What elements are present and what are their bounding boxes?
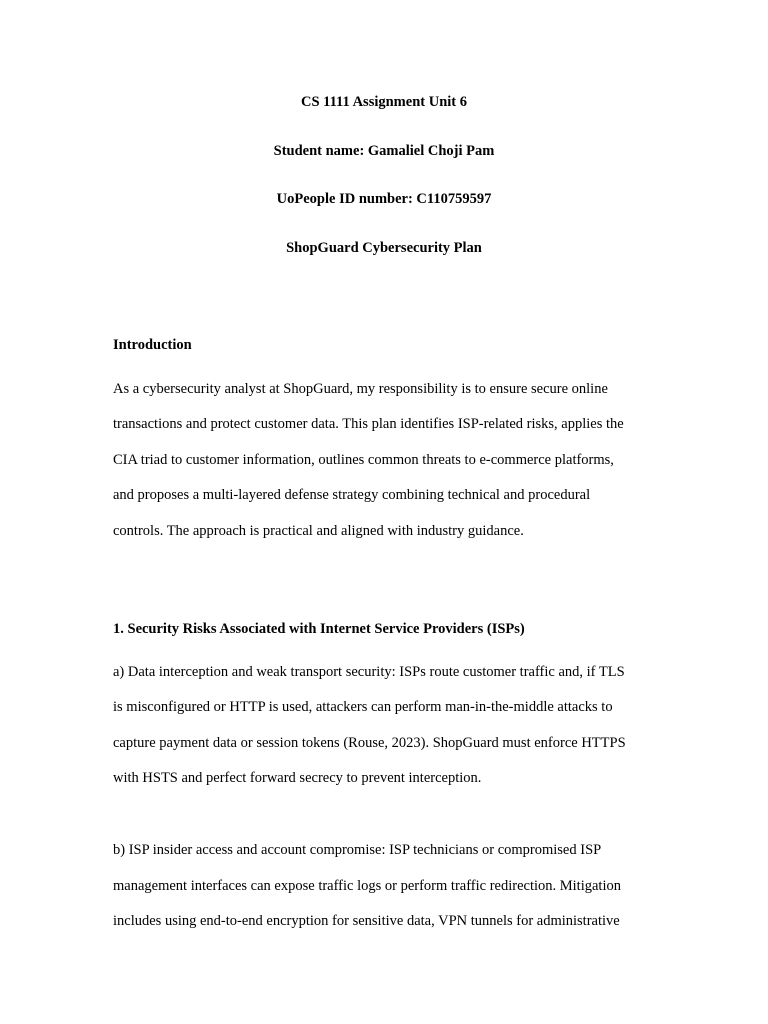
introduction-line: CIA triad to customer information, outlines common threats to e-commerce platforms, bbox=[113, 452, 614, 468]
document-title: ShopGuard Cybersecurity Plan bbox=[286, 240, 482, 256]
para-b-line: b) ISP insider access and account compromise: ISP technicians or compromised ISP bbox=[113, 842, 602, 858]
introduction-line: and proposes a multi-layered defense strategy combining technical and procedural bbox=[113, 487, 591, 503]
introduction-heading: Introduction bbox=[113, 337, 192, 353]
section1-heading: 1. Security Risks Associated with Internet Service Providers (ISPs) bbox=[113, 621, 525, 637]
para-b-line: management interfaces can expose traffic logs or perform traffic redirection. Mitigation bbox=[113, 878, 621, 894]
para-b-line: includes using end-to-end encryption for sensitive data, VPN tunnels for administrative bbox=[113, 913, 620, 929]
student-id: UoPeople ID number: C110759597 bbox=[276, 191, 492, 207]
introduction-line: transactions and protect customer data. This plan identifies ISP-related risks, applies the bbox=[113, 416, 624, 432]
introduction-line: controls. The approach is practical and aligned with industry guidance. bbox=[113, 523, 524, 539]
course-title: CS 1111 Assignment Unit 6 bbox=[301, 94, 467, 110]
student-name: Student name: Gamaliel Choji Pam bbox=[273, 143, 495, 159]
introduction-line: As a cybersecurity analyst at ShopGuard, my responsibility is to ensure secure online bbox=[113, 381, 608, 397]
para-a-line: is misconfigured or HTTP is used, attackers can perform man-in-the-middle attacks to bbox=[113, 699, 613, 715]
para-a-line: a) Data interception and weak transport security: ISPs route customer traffic and, if TLS bbox=[113, 664, 625, 680]
para-a-line: capture payment data or session tokens (Rouse, 2023). ShopGuard must enforce HTTPS bbox=[113, 735, 626, 751]
para-a-line: with HSTS and perfect forward secrecy to prevent interception. bbox=[113, 770, 482, 786]
